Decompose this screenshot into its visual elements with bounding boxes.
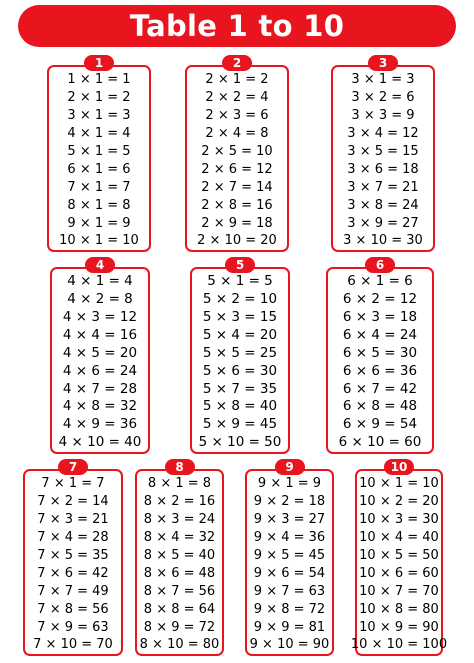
table-rows [52,273,148,452]
table-number-badge: 2 [222,55,252,71]
table-rows [187,71,287,250]
title-banner [18,5,456,47]
table-rows [25,475,121,654]
multiplication-row: 7 × 5 = 35 [37,548,109,563]
multiplication-row: 9 × 4 = 36 [253,530,326,546]
table-rows [247,475,332,654]
multiplication-row: 9 × 5 = 45 [253,548,326,563]
table-number-badge: 6 [365,257,395,273]
table-border-box [326,267,434,454]
multiplication-row: 4 × 3 = 12 [62,308,138,325]
multiplication-row: 4 × 9 = 36 [62,416,138,433]
table-rows [49,71,149,250]
multiplication-row: 9 × 3 = 27 [253,512,326,528]
multiplication-row: 9 × 7 = 63 [253,583,326,599]
multiplication-row: 2 × 4 = 8 [205,126,269,142]
multiplication-row: 5 × 1 = 5 [67,144,131,159]
multiplication-row: 6 × 7 = 42 [342,380,418,397]
multiplication-row: 6 × 2 = 12 [342,291,418,308]
multiplication-row: 9 × 9 = 81 [253,619,326,635]
multiplication-row: 6 × 10 = 60 [338,434,422,451]
table-border-box [50,267,150,454]
multiplication-row: 10 × 9 = 90 [359,619,439,635]
multiplication-row: 10 × 3 = 30 [359,512,439,528]
times-table-8 [135,459,224,656]
multiplication-row: 10 × 8 = 80 [359,601,439,617]
multiplication-row: 5 × 6 = 30 [202,362,278,379]
multiplication-row: 7 × 4 = 28 [37,530,109,546]
times-table-3 [331,55,435,252]
multiplication-row: 5 × 5 = 25 [202,344,278,361]
multiplication-row: 3 × 1 = 3 [67,108,131,124]
multiplication-row: 5 × 1 = 5 [207,273,273,290]
table-number-badge: 1 [84,55,114,71]
multiplication-row: 7 × 10 = 70 [33,637,113,653]
multiplication-row: 5 × 7 = 35 [202,380,278,397]
multiplication-row: 7 × 2 = 14 [37,494,109,510]
multiplication-row: 3 × 9 = 27 [347,215,419,231]
table-border-box [350,469,448,656]
multiplication-row: 10 × 1 = 10 [59,233,139,249]
multiplication-row: 3 × 5 = 15 [347,144,419,159]
page-title: Table 1 to 10 [129,9,345,43]
multiplication-row: 4 × 5 = 20 [62,344,138,361]
multiplication-row: 3 × 7 = 21 [347,179,419,195]
multiplication-row: 3 × 2 = 6 [351,90,415,106]
multiplication-row: 6 × 8 = 48 [342,398,418,415]
multiplication-row: 2 × 1 = 2 [67,90,131,106]
table-number-badge: 10 [384,459,414,475]
multiplication-row: 2 × 2 = 4 [205,90,269,106]
multiplication-row: 7 × 1 = 7 [41,476,105,492]
multiplication-row: 2 × 1 = 2 [205,72,269,88]
multiplication-row: 10 × 7 = 70 [359,583,439,599]
multiplication-row: 8 × 1 = 8 [67,197,131,213]
multiplication-row: 8 × 3 = 24 [143,512,216,528]
multiplication-row: 3 × 6 = 18 [347,161,419,177]
multiplication-row: 6 × 9 = 54 [342,416,418,433]
times-table-2 [185,55,289,252]
table-rows [328,273,432,452]
multiplication-row: 4 × 1 = 4 [67,273,133,290]
multiplication-row: 8 × 1 = 8 [147,476,212,492]
multiplication-row: 9 × 2 = 18 [253,494,326,510]
multiplication-row: 6 × 1 = 6 [347,273,413,290]
times-table-10 [350,459,448,656]
multiplication-row: 9 × 10 = 90 [249,637,330,653]
table-rows [137,475,222,654]
table-number-badge: 3 [368,55,398,71]
multiplication-row: 2 × 7 = 14 [201,179,273,195]
multiplication-row: 8 × 8 = 64 [143,601,216,617]
table-border-box [331,65,435,252]
multiplication-row: 8 × 9 = 72 [143,619,216,635]
multiplication-row: 7 × 9 = 63 [37,619,109,635]
table-number-badge: 5 [225,257,255,273]
multiplication-row: 4 × 4 = 16 [62,326,138,343]
multiplication-row: 9 × 6 = 54 [253,565,326,581]
multiplication-row: 9 × 8 = 72 [253,601,326,617]
table-border-box [23,469,123,656]
table-number-badge: 8 [165,459,195,475]
multiplication-row: 10 × 2 = 20 [359,494,439,510]
multiplication-row: 2 × 6 = 12 [201,161,273,177]
multiplication-row: 5 × 10 = 50 [198,434,282,451]
multiplication-row: 2 × 8 = 16 [201,197,273,213]
multiplication-row: 5 × 4 = 20 [202,326,278,343]
table-border-box [185,65,289,252]
multiplication-row: 7 × 1 = 7 [67,179,131,195]
multiplication-row: 5 × 8 = 40 [202,398,278,415]
multiplication-row: 4 × 2 = 8 [67,291,133,308]
multiplication-row: 6 × 1 = 6 [67,161,131,177]
times-table-6 [326,257,434,454]
multiplication-row: 4 × 10 = 40 [58,434,142,451]
multiplication-row: 2 × 9 = 18 [201,215,273,231]
multiplication-row: 3 × 3 = 9 [351,108,415,124]
multiplication-row: 3 × 8 = 24 [347,197,419,213]
multiplication-row: 8 × 4 = 32 [143,530,216,546]
multiplication-row: 3 × 10 = 30 [343,233,423,249]
multiplication-row: 10 × 6 = 60 [359,565,439,581]
multiplication-row: 3 × 4 = 12 [347,126,419,142]
multiplication-row: 9 × 1 = 9 [257,476,322,492]
multiplication-row: 8 × 6 = 48 [143,565,216,581]
multiplication-row: 4 × 8 = 32 [62,398,138,415]
multiplication-row: 8 × 7 = 56 [143,583,216,599]
multiplication-row: 7 × 6 = 42 [37,565,109,581]
multiplication-row: 10 × 4 = 40 [359,530,439,546]
multiplication-row: 8 × 2 = 16 [143,494,216,510]
multiplication-row: 5 × 2 = 10 [202,291,278,308]
multiplication-row: 3 × 1 = 3 [351,72,415,88]
multiplication-row: 1 × 1 = 1 [67,72,131,88]
multiplication-row: 2 × 3 = 6 [205,108,269,124]
multiplication-row: 2 × 5 = 10 [201,144,273,159]
multiplication-row: 7 × 3 = 21 [37,512,109,528]
multiplication-row: 4 × 7 = 28 [62,380,138,397]
table-number-badge: 9 [275,459,305,475]
multiplication-row: 6 × 3 = 18 [342,308,418,325]
multiplication-row: 8 × 5 = 40 [143,548,216,563]
times-table-7 [23,459,123,656]
multiplication-row: 5 × 9 = 45 [202,416,278,433]
multiplication-row: 10 × 1 = 10 [359,476,439,492]
table-rows [333,71,433,250]
table-border-box [245,469,334,656]
table-rows [192,273,288,452]
multiplication-row: 5 × 3 = 15 [202,308,278,325]
multiplication-row: 4 × 1 = 4 [67,126,131,142]
table-number-badge: 7 [58,459,88,475]
multiplication-row: 4 × 6 = 24 [62,362,138,379]
multiplication-row: 10 × 5 = 50 [359,548,439,563]
multiplication-row: 6 × 4 = 24 [342,326,418,343]
times-table-9 [245,459,334,656]
multiplication-row: 7 × 8 = 56 [37,601,109,617]
times-table-5 [190,257,290,454]
multiplication-row: 10 × 10 = 100 [350,637,448,653]
times-table-1 [47,55,151,252]
table-border-box [47,65,151,252]
table-rows [350,475,448,654]
multiplication-row: 6 × 5 = 30 [342,344,418,361]
multiplication-row: 9 × 1 = 9 [67,215,131,231]
multiplication-row: 2 × 10 = 20 [197,233,277,249]
times-table-4 [50,257,150,454]
table-number-badge: 4 [85,257,115,273]
table-border-box [190,267,290,454]
multiplication-row: 8 × 10 = 80 [139,637,220,653]
table-border-box [135,469,224,656]
multiplication-row: 7 × 7 = 49 [37,583,109,599]
multiplication-row: 6 × 6 = 36 [342,362,418,379]
